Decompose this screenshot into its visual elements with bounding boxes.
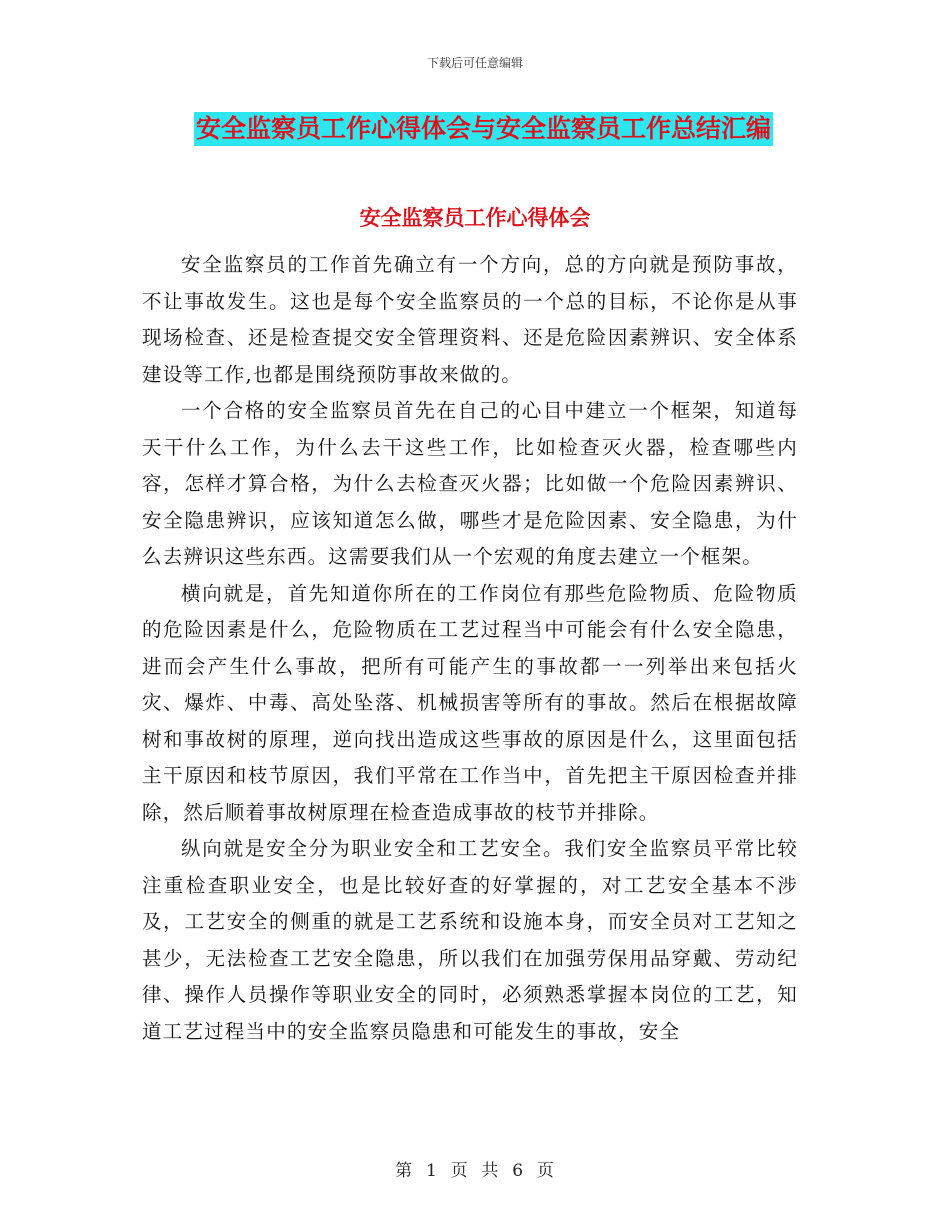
paragraph-4: 纵向就是安全分为职业安全和工艺安全。我们安全监察员平常比较注重检查职业安全，也是比较好查的好掌握的，对工艺安全基本不涉及，工艺安全的侧重的就是工艺系统和设施本身，而安全员对工艺知之甚少，无法检查工艺安全隐患，所以我们在加强劳保用品穿戴、劳动纪律、操作人员操作等职业安全的同时，必须熟悉掌握本岗位的工艺，知道工艺过程当中的安全监察员隐患和可能发生的事故，安全 — [142, 837, 798, 1043]
header-note: 下载后可任意编辑 — [426, 56, 523, 70]
paragraph-1: 安全监察员的工作首先确立有一个方向，总的方向就是预防事故，不让事故发生。这也是每个安全监察员的一个总的目标，不论你是从事现场检查、还是检查提交安全管理资料、还是危险因素辨识、安全体系建设等工作,也都是围绕预防事故来做的。 — [142, 253, 798, 386]
paragraph-3: 横向就是，首先知道你所在的工作岗位有那些危险物质、危险物质的危险因素是什么，危险物质在工艺过程当中可能会有什么安全隐患，进而会产生什么事故，把所有可能产生的事故都一一列举出来包括火灾、爆炸、中毒、高处坠落、机械损害等所有的事故。然后在根据故障树和事故树的原理，逆向找出造成这些事故的原因是什么，这里面包括主干原因和枝节原因，我们平常在工作当中，首先把主干原因检查并排除，然后顺着事故树原理在检查造成事故的枝节并排除。 — [142, 581, 798, 824]
document-title: 安全监察员工作心得体会与安全监察员工作总结汇编 — [194, 112, 773, 146]
page-number: 第 1 页 共 6 页 — [395, 1161, 555, 1181]
body-text — [142, 247, 798, 1050]
section-title: 安全监察员工作心得体会 — [359, 205, 591, 230]
paragraph-2: 一个合格的安全监察员首先在自己的心目中建立一个框架，知道每天干什么工作，为什么去干这些工作，比如检查灭火器，检查哪些内容，怎样才算合格，为什么去检查灭火器；比如做一个危险因素辨识、安全隐患辨识，应该知道怎么做，哪些才是危险因素、安全隐患，为什么去辨识这些东西。这需要我们从一个宏观的角度去建立一个框架。 — [142, 399, 798, 568]
